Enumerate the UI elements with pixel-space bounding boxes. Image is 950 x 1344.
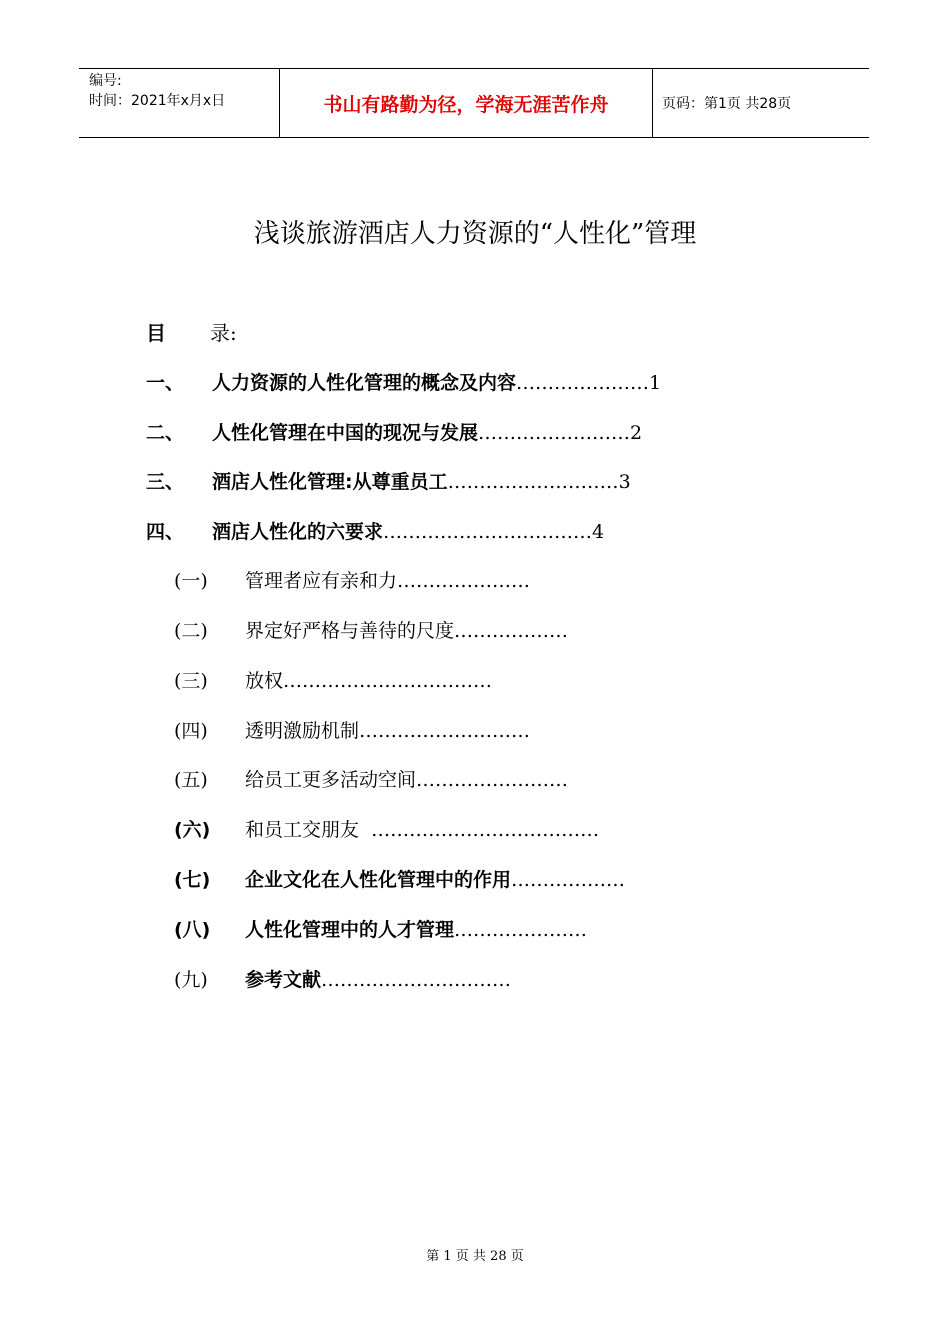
toc-sub-item-number: (六) <box>174 819 211 841</box>
toc-heading <box>146 318 237 348</box>
toc-sub-item-text: 给员工更多活动空间 <box>245 769 417 791</box>
page-info: 页码：第1页 共28页 <box>662 96 792 112</box>
toc-page-number: 3 <box>618 471 631 493</box>
toc-page-number: 4 <box>592 521 605 543</box>
toc-sub-item-number: (四) <box>174 720 208 742</box>
toc-sub-item[interactable] <box>174 815 599 845</box>
toc-item-number: 二、 <box>146 422 185 444</box>
toc-sub-item-text: 放权 <box>245 670 284 692</box>
toc-item-text: 酒店人性化管理:从尊重员工 <box>212 471 448 493</box>
page-footer: 第 1 页 共 28 页 <box>426 1249 524 1264</box>
toc-leader-dots: ……………………………… <box>359 819 600 841</box>
toc-leader-dots: ……………… <box>454 620 569 642</box>
toc-sub-item[interactable] <box>174 965 511 995</box>
toc-sub-item-text: 和员工交朋友 <box>245 819 360 841</box>
toc-sub-item[interactable] <box>174 765 568 795</box>
toc-heading-part-2: 录: <box>210 321 237 345</box>
number-label: 编号: <box>89 73 122 89</box>
toc-item-text: 人力资源的人性化管理的概念及内容 <box>212 372 517 394</box>
toc-item[interactable] <box>146 368 661 398</box>
toc-sub-item-number: (七) <box>174 869 211 891</box>
toc-sub-item[interactable] <box>174 865 625 895</box>
toc-sub-item-number: (三) <box>174 670 208 692</box>
toc-leader-dots: ………………… <box>454 919 588 941</box>
toc-leader-dots: ……………………… <box>359 720 531 742</box>
toc-heading-part-1: 目 <box>146 321 166 345</box>
toc-sub-item-text: 企业文化在人性化管理中的作用 <box>245 869 512 891</box>
toc-sub-item[interactable] <box>174 716 530 746</box>
toc-leader-dots: …………………………… <box>283 670 493 692</box>
document-title: 浅谈旅游酒店人力资源的“人性化”管理 <box>253 219 697 249</box>
toc-item-text: 酒店人性化的六要求 <box>212 521 384 543</box>
toc-item-number: 一、 <box>146 372 185 394</box>
toc-item-text: 人性化管理在中国的现况与发展 <box>212 422 479 444</box>
toc-sub-item-text: 参考文献 <box>245 969 322 991</box>
toc-item[interactable] <box>146 467 631 497</box>
toc-leader-dots: ………………… <box>516 372 650 394</box>
toc-leader-dots: ………………………… <box>321 969 512 991</box>
toc-leader-dots: …………………… <box>416 769 569 791</box>
motto: 书山有路勤为径，学海无涯苦作舟 <box>280 69 653 137</box>
toc-sub-item-number: (二) <box>174 620 208 642</box>
time-label: 时间：2021年x月x日 <box>89 93 226 109</box>
toc-sub-item[interactable] <box>174 915 587 945</box>
toc-leader-dots: …………………………… <box>383 521 593 543</box>
toc-sub-item-number: (八) <box>174 919 211 941</box>
toc-sub-item[interactable] <box>174 566 530 596</box>
toc-leader-dots: …………………… <box>478 422 631 444</box>
toc-sub-item-text: 透明激励机制 <box>245 720 360 742</box>
toc-leader-dots: ……………………… <box>447 471 619 493</box>
toc-item[interactable] <box>146 517 604 547</box>
toc-item-number: 三、 <box>146 471 185 493</box>
toc-sub-item[interactable] <box>174 666 492 696</box>
header-table <box>79 68 869 138</box>
toc-sub-item-text: 管理者应有亲和力 <box>245 570 398 592</box>
toc-page-number: 1 <box>649 372 662 394</box>
toc-item[interactable] <box>146 418 642 448</box>
toc-leader-dots: ………………… <box>397 570 531 592</box>
toc-item-number: 四、 <box>146 521 185 543</box>
toc-sub-item-number: (九) <box>174 969 208 991</box>
toc-page-number: 2 <box>630 422 643 444</box>
toc-sub-item-number: (五) <box>174 769 208 791</box>
toc-sub-item-text: 人性化管理中的人才管理 <box>245 919 455 941</box>
toc-leader-dots: ……………… <box>511 869 626 891</box>
toc-sub-item-text: 界定好严格与善待的尺度 <box>245 620 455 642</box>
toc-sub-item-number: (一) <box>174 570 208 592</box>
header-left-cell <box>79 69 280 137</box>
toc-sub-item[interactable] <box>174 616 568 646</box>
